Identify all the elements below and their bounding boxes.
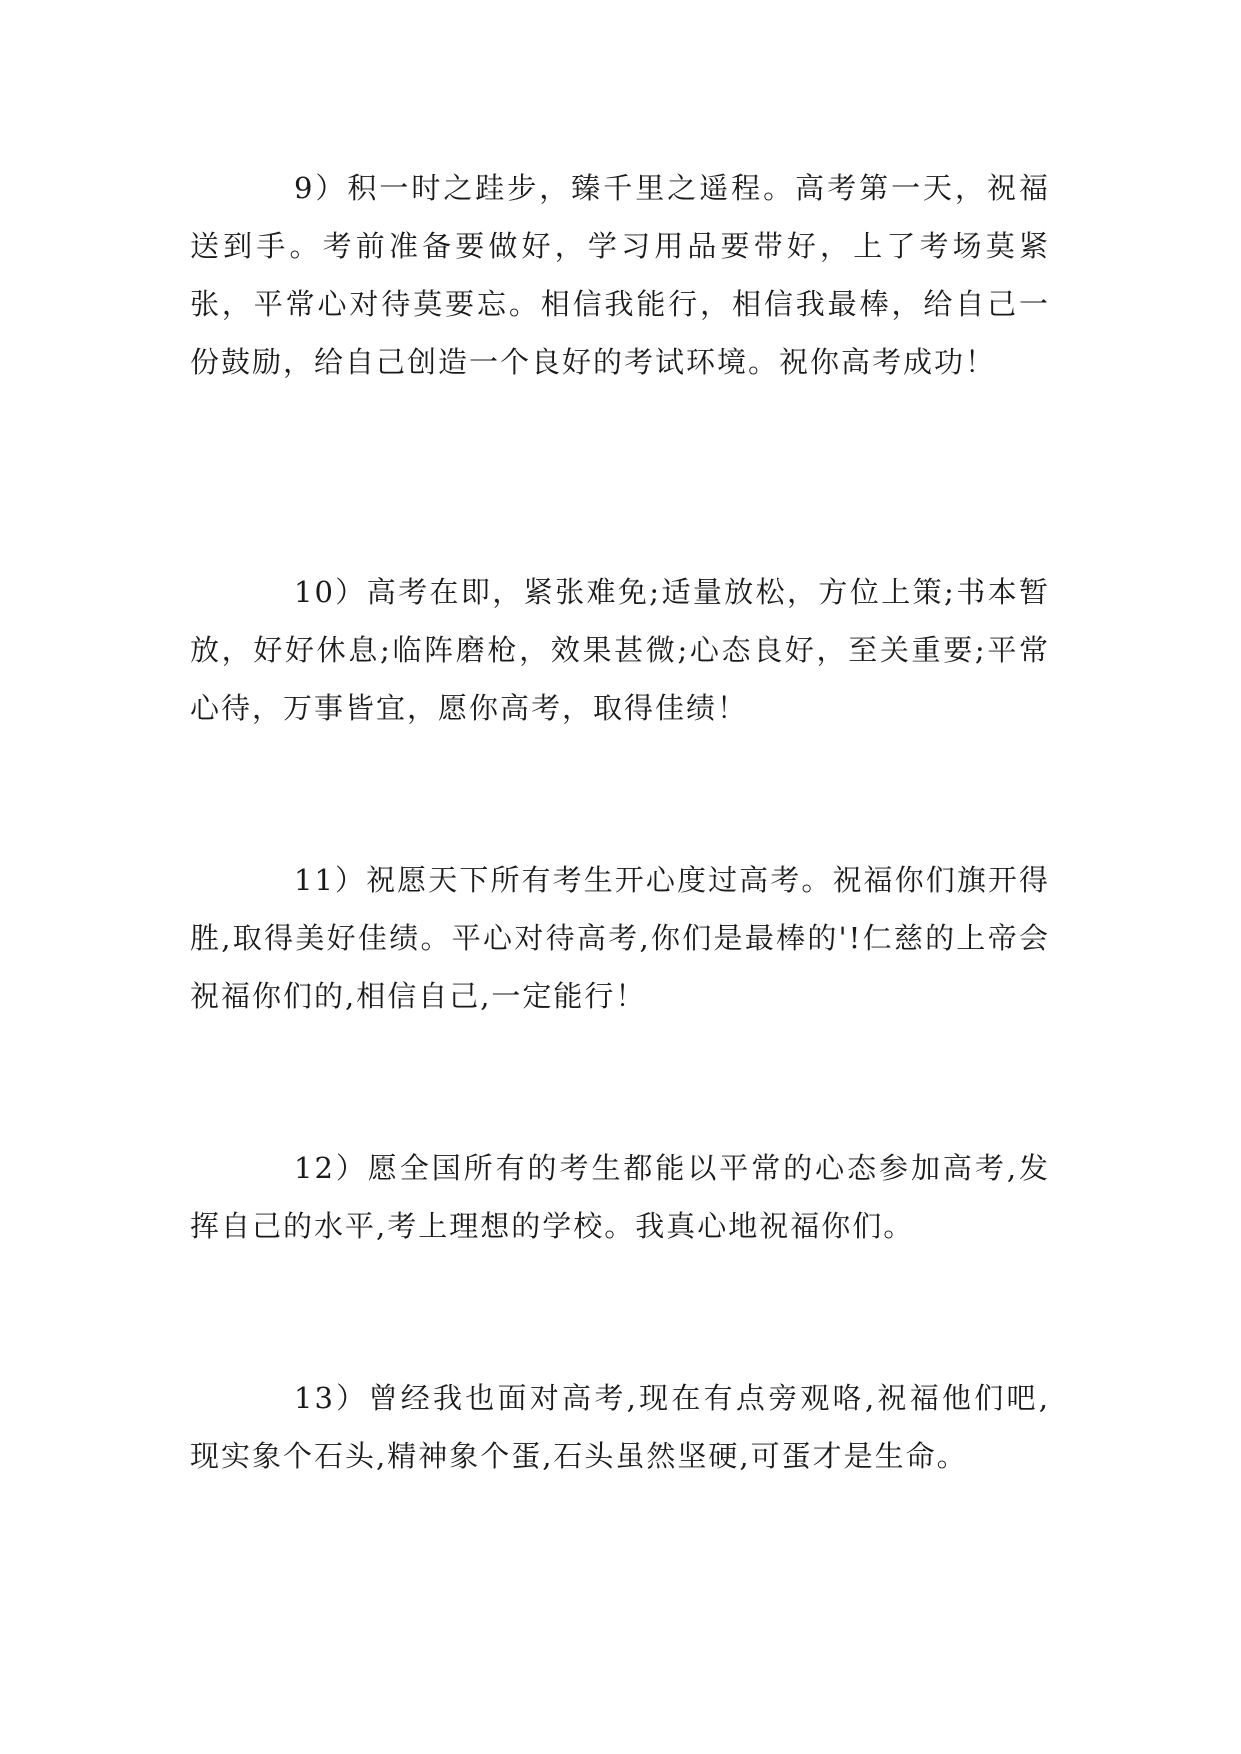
paragraph-12: 12）愿全国所有的考生都能以平常的心态参加高考,发挥自己的水平,考上理想的学校。我真心地祝福你们。 xyxy=(190,1151,1050,1243)
paragraph-9: 9）积一时之跬步，臻千里之遥程。高考第一天，祝福送到手。考前准备要做好，学习用品要带好，上了考场莫紧张，平常心对待莫要忘。相信我能行，相信我最棒，给自己一份鼓励，给自己创造一个良好的考试环境。祝你高考成功！ xyxy=(190,171,1050,379)
paragraph-11: 11）祝愿天下所有考生开心度过高考。祝福你们旗开得胜,取得美好佳绩。平心对待高考,你们是最棒的'!仁慈的上帝会祝福你们的,相信自己,一定能行！ xyxy=(190,863,1050,1013)
paragraph-13: 13）曾经我也面对高考,现在有点旁观咯,祝福他们吧,现实象个石头,精神象个蛋,石头虽然坚硬,可蛋才是生命。 xyxy=(190,1381,1050,1473)
paragraph-10: 10）高考在即，紧张难免;适量放松，方位上策;书本暂放，好好休息;临阵磨枪，效果甚微;心态良好，至关重要;平常心待，万事皆宜，愿你高考，取得佳绩！ xyxy=(190,575,1050,725)
